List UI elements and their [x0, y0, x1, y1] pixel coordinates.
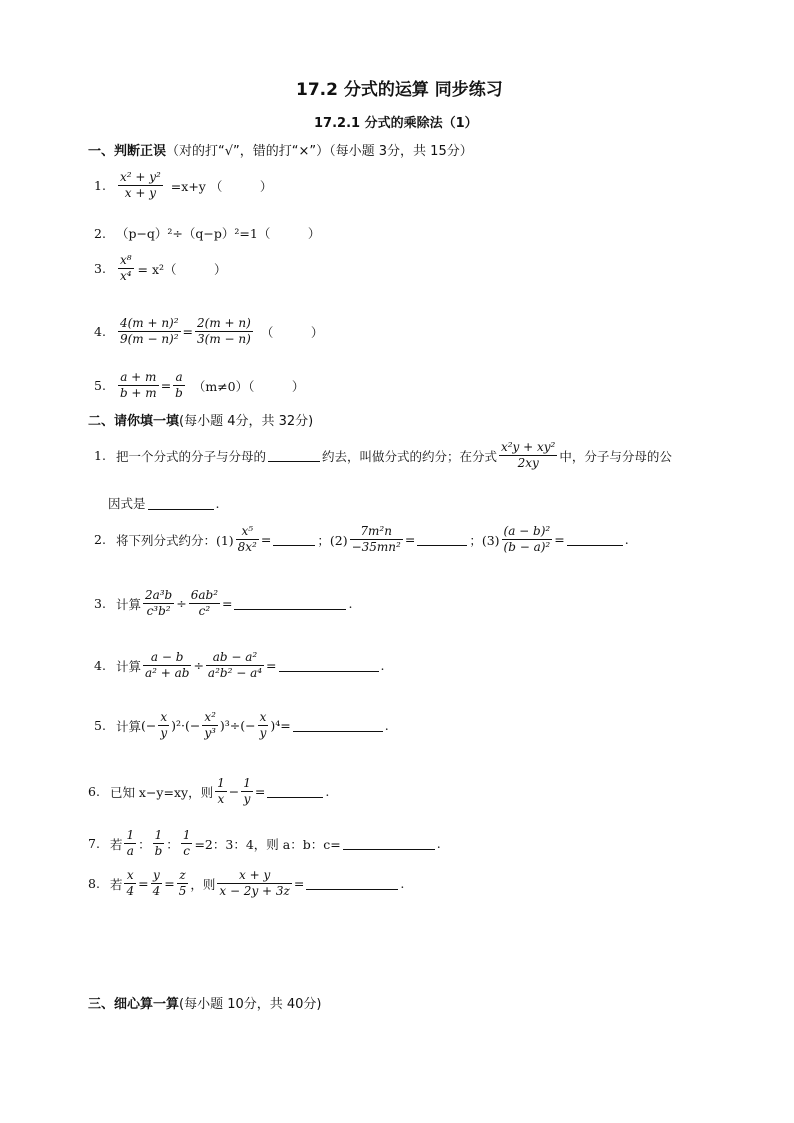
fill-question-1: 1. 把一个分式的分子与分母的 约去，叫做分式的约分；在分式 $\frac{\text{x²y + xy²}}{2xy}$ 中，分子与分母的公 — [94, 440, 672, 470]
judge-item-2: 2. （p−q）²÷（q−p）²=1（ ） — [94, 225, 321, 241]
judge-item-1: 1. $\frac{\text{x² + y²}}{x + y}$ =x+y （ ） — [94, 170, 273, 200]
fill-question-7: 7. 若 $\frac{1}{a}$ ： $\frac{1}{b}$ ： $\frac{1}{c}$ =2：3：4，则 a：b：c= . — [88, 828, 441, 858]
answer-blank[interactable] — [279, 659, 379, 672]
answer-blank[interactable] — [234, 597, 346, 610]
fill-question-3: 3. 计算 $\frac{\text{2a³b}}{\text{c³b²}}$ ÷ $\frac{\text{6ab²}}{\text{c²}}$ = . — [94, 588, 353, 618]
fill-question-4: 4. 计算 $\frac{a - b}{\text{a² + ab}}$ ÷ $\frac{\text{ab − a²}}{\text{a²b² − a⁴}}$ = . — [94, 650, 385, 680]
answer-blank[interactable] — [293, 719, 383, 732]
answer-blank[interactable] — [148, 497, 214, 510]
section-1-heading: 一、判断正误（对的打“√”，错的打“×”）（每小题 3分，共 15分） — [88, 144, 473, 159]
answer-blank[interactable] — [417, 533, 467, 546]
fill-question-5: 5. 计算 (− $\frac{x}{y}$ )²·(− $\frac{\text{x²}}{\text{y³}}$ )³÷(− $\frac{x}{y}$ )⁴= . — [94, 710, 389, 740]
answer-blank[interactable] — [267, 785, 323, 798]
answer-blank[interactable] — [567, 533, 623, 546]
answer-blank[interactable] — [273, 533, 315, 546]
fill-question-8: 8. 若 $\frac{x}{4}$ = $\frac{y}{4}$ = $\frac{z}{5}$ ，则 $\frac{x + y}{x - 2y + 3z}$ = . — [88, 868, 405, 898]
judge-item-3: 3. $\frac{\text{x⁸}}{\text{x⁴}}$ = x²（ ） — [94, 253, 227, 283]
section-2-heading: 二、请你填一填(每小题 4分，共 32分) — [88, 414, 314, 429]
judge-item-4: 4. $\frac{\text{4(m + n)²}}{\text{9(m − n)²}}$ = $\frac{2(m + n)}{3(m - n)}$ （ ） — [94, 316, 324, 346]
page-title: 17.2 分式的运算 同步练习 — [296, 80, 503, 100]
fill-question-2: 2. 将下列分式约分：(1) $\frac{\text{x⁵}}{\text{8x²}}$ = ；(2) $\frac{\text{7m²n}}{\text{−35mn²}}$ = ；(3) $\frac{\text{(a − b)²}}{\text{(b − a)²}}$ = . — [94, 524, 629, 554]
answer-blank[interactable] — [343, 837, 435, 850]
answer-blank[interactable] — [268, 449, 320, 462]
judge-item-5: 5. $\frac{a + m}{b + m}$ = $\frac{a}{b}$ （m≠0）（ ） — [94, 370, 305, 400]
fill-question-6: 6. 已知 x−y=xy，则 $\frac{1}{x}$ − $\frac{1}{y}$ = . — [88, 776, 330, 806]
fill-question-1-line2: 因式是 . — [108, 495, 220, 511]
page-subtitle: 17.2.1 分式的乘除法（1） — [314, 116, 478, 131]
answer-blank[interactable] — [306, 877, 398, 890]
section-3-heading: 三、细心算一算(每小题 10分，共 40分) — [88, 997, 322, 1012]
